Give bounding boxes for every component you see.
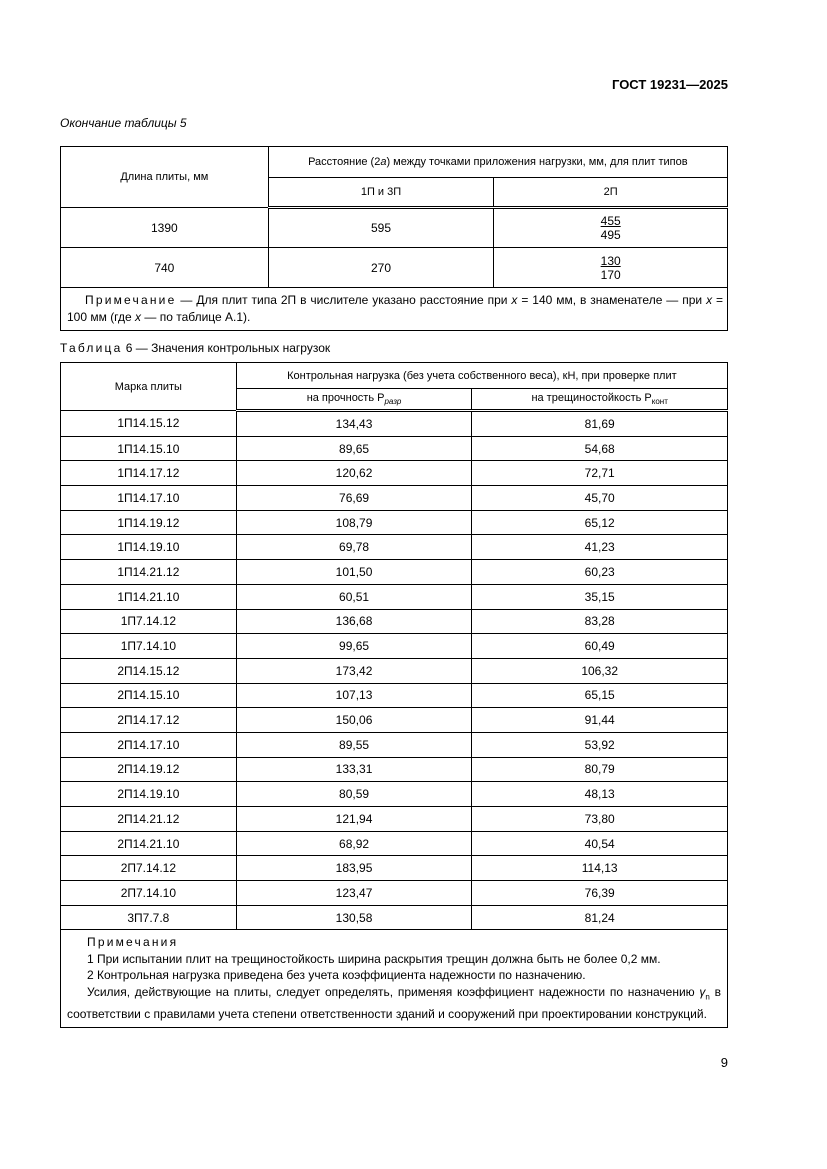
table6-header-brand: Марка плиты: [61, 363, 237, 411]
table-row: [61, 807, 728, 832]
table5-continuation-caption: Окончание таблицы 5: [60, 116, 187, 130]
crack-cell: 54,68: [472, 436, 728, 461]
brand-cell: 1П14.17.12: [61, 461, 237, 486]
table-row: [61, 486, 728, 511]
fraction-numerator: 130: [600, 253, 621, 268]
note-3: Усилия, действующие на плиты, следует определять, применяя коэффициент надежности по назначению $\gamma_n$ в соответствии с правилами учета степени ответственности зданий и сооружений при проектировании конструкций.: [67, 984, 721, 1021]
table-5: [60, 146, 728, 331]
brand-cell: 1П14.15.10: [61, 436, 237, 461]
crack-cell: 106,32: [472, 658, 728, 683]
table-row: [61, 708, 728, 733]
table-row: [61, 856, 728, 881]
crack-cell: 60,23: [472, 560, 728, 585]
strength-cell: 108,79: [236, 510, 472, 535]
table6-header-strength: на прочность $P_{разр}$: [236, 389, 472, 411]
table-row: [61, 609, 728, 634]
crack-cell: 114,13: [472, 856, 728, 881]
table5-cell-1p3p: 270: [268, 248, 494, 288]
crack-cell: 35,15: [472, 584, 728, 609]
table5-header-1p3p: 1П и 3П: [268, 178, 494, 208]
note-1: 1 При испытании плит на трещиностойкость ширина раскрытия трещин должна быть не более 0,2 мм.: [87, 951, 661, 966]
brand-cell: 2П14.15.10: [61, 683, 237, 708]
strength-cell: 133,31: [236, 757, 472, 782]
crack-cell: 73,80: [472, 807, 728, 832]
strength-cell: 99,65: [236, 634, 472, 659]
strength-cell: 123,47: [236, 881, 472, 906]
strength-cell: 69,78: [236, 535, 472, 560]
table-row: [61, 208, 728, 248]
strength-cell: 107,13: [236, 683, 472, 708]
crack-cell: 41,23: [472, 535, 728, 560]
brand-cell: 1П14.19.12: [61, 510, 237, 535]
table-row: [61, 461, 728, 486]
brand-cell: 1П14.21.12: [61, 560, 237, 585]
brand-cell: 1П7.14.12: [61, 609, 237, 634]
brand-cell: 2П14.15.12: [61, 658, 237, 683]
strength-cell: 68,92: [236, 831, 472, 856]
table-row: [61, 510, 728, 535]
crack-cell: 60,49: [472, 634, 728, 659]
table6-caption: Таблица 6 — Значения контрольных нагрузок: [60, 341, 331, 355]
table-row: [61, 248, 728, 288]
crack-cell: 45,70: [472, 486, 728, 511]
brand-cell: 2П14.19.12: [61, 757, 237, 782]
crack-cell: 81,24: [472, 905, 728, 930]
fraction-denominator: 170: [600, 267, 621, 282]
crack-cell: 81,69: [472, 411, 728, 437]
brand-cell: 2П14.21.12: [61, 807, 237, 832]
strength-cell: 130,58: [236, 905, 472, 930]
crack-cell: 53,92: [472, 732, 728, 757]
table5-note: Примечание — Для плит типа 2П в числителе указано расстояние при x = 140 мм, в знаменателе — при x = 100 мм (где x — по таблице А.1).: [61, 288, 728, 331]
table5-header-2p: 2П: [494, 178, 728, 208]
strength-cell: 150,06: [236, 708, 472, 733]
strength-cell: 80,59: [236, 782, 472, 807]
brand-cell: 2П7.14.10: [61, 881, 237, 906]
strength-cell: 120,62: [236, 461, 472, 486]
table-row: [61, 757, 728, 782]
strength-cell: 101,50: [236, 560, 472, 585]
table-row: [61, 658, 728, 683]
table-row: [61, 782, 728, 807]
table5-header-distance: Расстояние (2a) между точками приложения нагрузки, мм, для плит типов: [268, 147, 727, 178]
crack-cell: 91,44: [472, 708, 728, 733]
table-row: [61, 683, 728, 708]
table-row: [61, 584, 728, 609]
crack-cell: 48,13: [472, 782, 728, 807]
crack-cell: 65,15: [472, 683, 728, 708]
table5-cell-2p: [494, 208, 728, 248]
crack-cell: 72,71: [472, 461, 728, 486]
brand-cell: 3П7.7.8: [61, 905, 237, 930]
strength-cell: 183,95: [236, 856, 472, 881]
strength-cell: 89,65: [236, 436, 472, 461]
notes-label: Примечания: [87, 935, 179, 950]
strength-cell: 76,69: [236, 486, 472, 511]
strength-cell: 89,55: [236, 732, 472, 757]
table5-cell-length: 1390: [61, 208, 269, 248]
table-row: [61, 634, 728, 659]
brand-cell: 1П14.19.10: [61, 535, 237, 560]
crack-cell: 76,39: [472, 881, 728, 906]
table-row: [61, 560, 728, 585]
crack-cell: 40,54: [472, 831, 728, 856]
crack-cell: 83,28: [472, 609, 728, 634]
brand-cell: 1П7.14.10: [61, 634, 237, 659]
fraction: [601, 254, 621, 282]
strength-cell: 134,43: [236, 411, 472, 437]
table-row: [61, 881, 728, 906]
document-number: ГОСТ 19231—2025: [612, 77, 728, 92]
note-2: 2 Контрольная нагрузка приведена без учета коэффициента надежности по назначению.: [87, 968, 586, 983]
brand-cell: 1П14.21.10: [61, 584, 237, 609]
table5-header-length: Длина плиты, мм: [61, 147, 269, 208]
table-row: [61, 535, 728, 560]
table-row: [61, 831, 728, 856]
strength-cell: 121,94: [236, 807, 472, 832]
table6-notes: [61, 930, 728, 1028]
note-label: Примечание: [85, 293, 177, 307]
brand-cell: 1П14.17.10: [61, 486, 237, 511]
table5-cell-length: 740: [61, 248, 269, 288]
fraction: [601, 214, 621, 242]
strength-cell: 60,51: [236, 584, 472, 609]
table6-header-load: Контрольная нагрузка (без учета собственного веса), кН, при проверке плит: [236, 363, 727, 389]
table-row: [61, 411, 728, 437]
crack-cell: 80,79: [472, 757, 728, 782]
fraction-denominator: 495: [600, 228, 621, 242]
table-row: [61, 905, 728, 930]
table5-cell-2p: [494, 248, 728, 288]
fraction-numerator: 455: [600, 214, 621, 228]
brand-cell: 2П14.17.12: [61, 708, 237, 733]
strength-cell: 136,68: [236, 609, 472, 634]
brand-cell: 2П14.17.10: [61, 732, 237, 757]
table-row: [61, 436, 728, 461]
table5-cell-1p3p: 595: [268, 208, 494, 248]
crack-cell: 65,12: [472, 510, 728, 535]
table-row: [61, 732, 728, 757]
table6-header-crack: на трещиностойкость $P_{конт}$: [472, 389, 728, 411]
brand-cell: 1П14.15.12: [61, 411, 237, 437]
brand-cell: 2П14.19.10: [61, 782, 237, 807]
brand-cell: 2П14.21.10: [61, 831, 237, 856]
table-6: [60, 362, 728, 1028]
strength-cell: 173,42: [236, 658, 472, 683]
brand-cell: 2П7.14.12: [61, 856, 237, 881]
page-number: 9: [720, 1055, 728, 1070]
